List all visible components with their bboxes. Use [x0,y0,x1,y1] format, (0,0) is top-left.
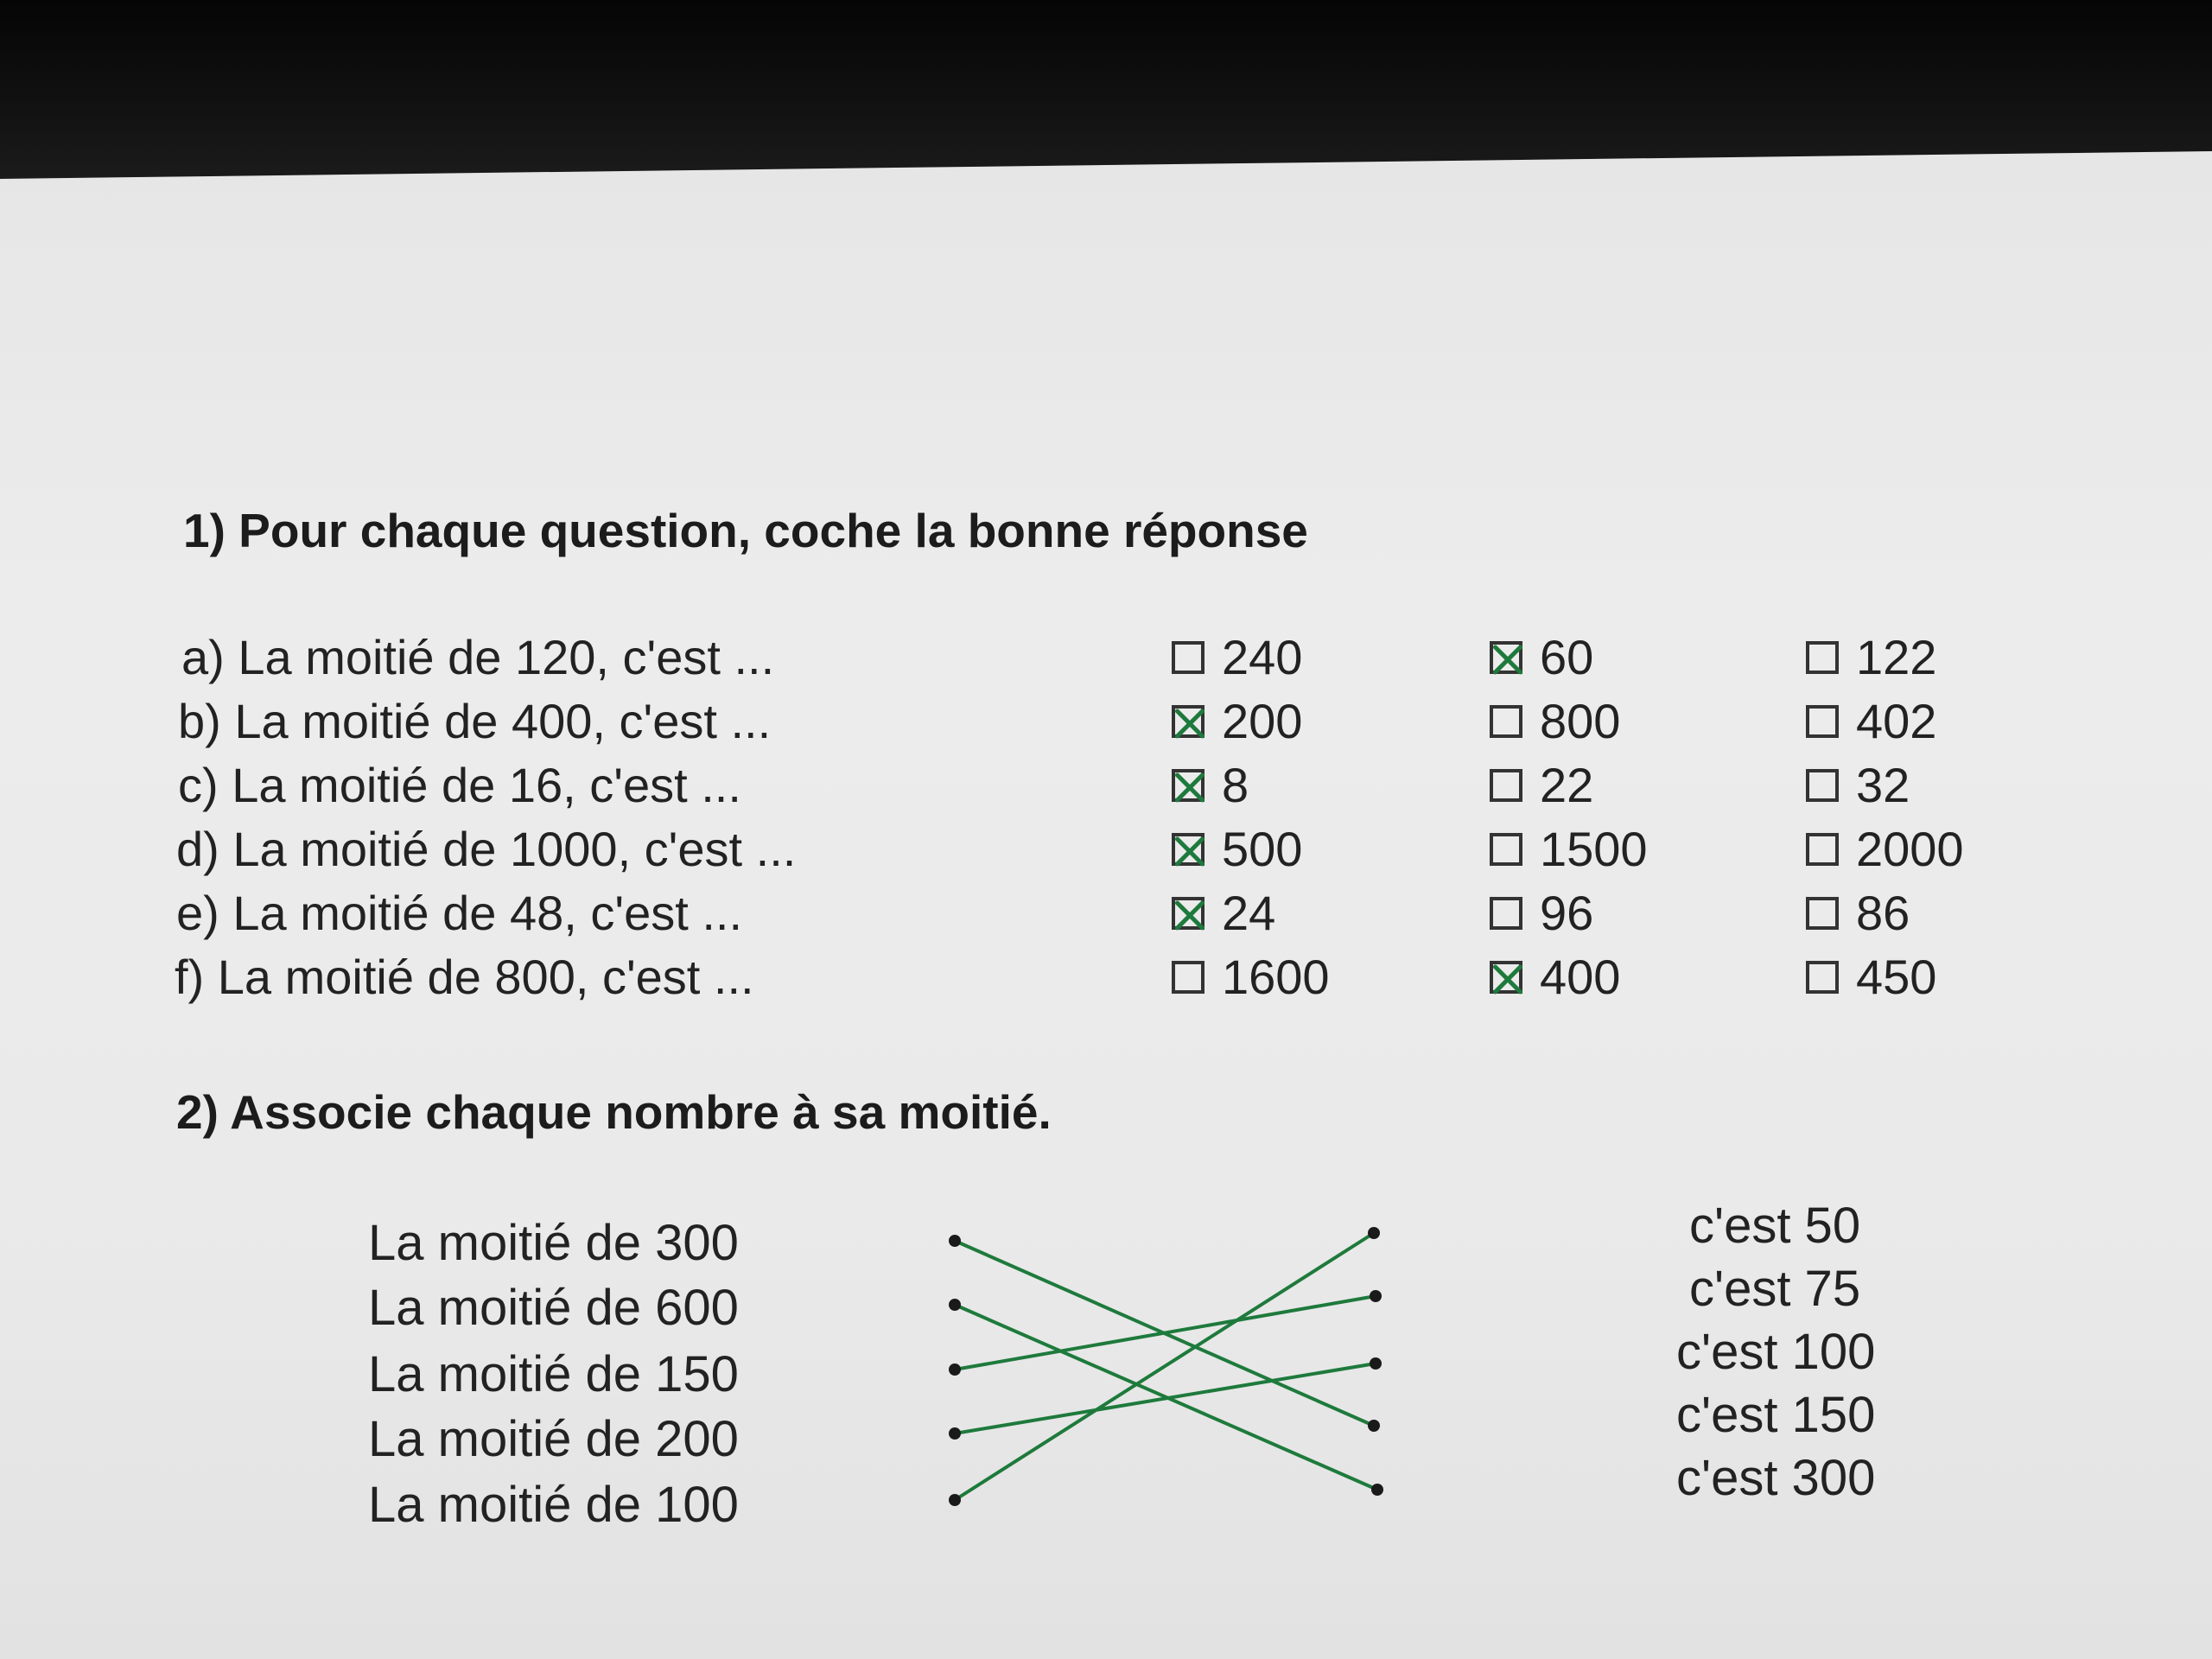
exercise2-title: 2) Associe chaque nombre à sa moitié. [176,1085,1052,1139]
answer-label: 32 [1856,758,1910,812]
answer-label: 800 [1540,694,1621,748]
question-label: d) La moitié de 1000, c'est ... [176,822,797,876]
match-right-item: c'est 300 [1676,1450,1876,1506]
answer-label: 86 [1856,886,1910,940]
match-left-item: La moitié de 200 [368,1411,739,1467]
answer-label: 8 [1222,758,1249,812]
answer-label: 400 [1540,950,1621,1004]
answer-label: 96 [1540,886,1594,940]
right-dot[interactable] [1370,1357,1382,1370]
match-right-item: c'est 150 [1676,1387,1876,1443]
match-left-item: La moitié de 100 [368,1477,739,1533]
left-dot[interactable] [949,1299,961,1311]
match-left-item: La moitié de 600 [368,1280,739,1336]
match-right-item: c'est 75 [1689,1261,1861,1317]
answer-label: 200 [1222,694,1303,748]
match-left-item: La moitié de 300 [368,1215,739,1271]
exercise1-title: 1) Pour chaque question, coche la bonne réponse [183,504,1308,557]
answer-label: 1500 [1540,822,1648,876]
match-left-item: La moitié de 150 [368,1346,739,1402]
question-label: e) La moitié de 48, c'est ... [176,886,743,940]
answer-label: 450 [1856,950,1937,1004]
left-dot[interactable] [949,1494,961,1506]
answer-label: 60 [1540,630,1594,684]
question-label: f) La moitié de 800, c'est ... [175,950,754,1004]
right-dot[interactable] [1370,1290,1382,1302]
left-dot[interactable] [949,1235,961,1247]
right-dot[interactable] [1371,1484,1383,1496]
match-right-item: c'est 100 [1676,1324,1876,1380]
answer-label: 240 [1222,630,1303,684]
left-dot[interactable] [949,1363,961,1376]
answer-label: 402 [1856,694,1937,748]
right-dot[interactable] [1368,1420,1380,1432]
answer-label: 22 [1540,758,1594,812]
question-label: a) La moitié de 120, c'est ... [181,630,775,684]
left-dot[interactable] [949,1427,961,1440]
answer-label: 500 [1222,822,1303,876]
answer-label: 122 [1856,630,1937,684]
answer-label: 1600 [1222,950,1330,1004]
right-dot[interactable] [1368,1227,1380,1239]
answer-label: 2000 [1856,822,1964,876]
match-right-item: c'est 50 [1689,1198,1861,1254]
question-label: b) La moitié de 400, c'est ... [178,694,772,748]
answer-label: 24 [1222,886,1276,940]
question-label: c) La moitié de 16, c'est ... [178,758,741,812]
